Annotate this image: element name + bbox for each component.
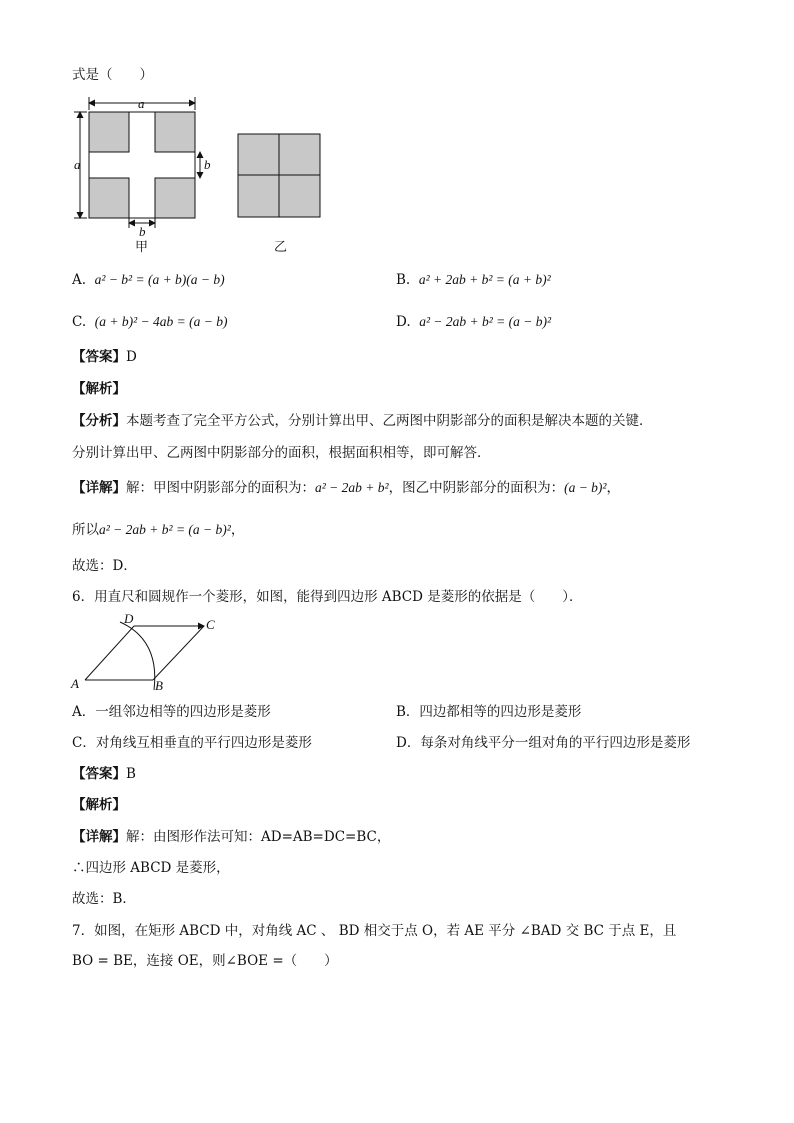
q5-analysis-tag: 【解析】: [72, 381, 126, 397]
label-D: D: [124, 611, 134, 626]
xiangjie-expr2: (a − b)²: [564, 480, 607, 495]
q6-guxuan: 故选：B．: [72, 891, 136, 907]
xiangjie-end: ，: [606, 480, 620, 496]
fenxi-tag: 【分析】: [72, 413, 126, 429]
xiangjie-tag: 【详解】: [72, 480, 126, 496]
q6-option-c: C．对角线互相垂直的平行四边形是菱形: [72, 735, 312, 751]
label-a-left: a: [74, 157, 81, 172]
label-b-right: b: [204, 157, 211, 172]
label-a-top: a: [138, 96, 145, 111]
xiangjie-expr1: a² − 2ab + b²: [315, 480, 389, 495]
q5-option-d-letter: D.: [396, 314, 411, 330]
q6-option-a: A．一组邻边相等的四边形是菱形: [72, 704, 271, 720]
q7-stem-1: 7．如图，在矩形 ABCD 中，对角线 AC 、 BD 相交于点 O，若 AE 平分 ∠BAD 交 BC 于点 E，且: [72, 923, 677, 939]
q5-option-a-expr: a² − b² = (a + b)(a − b): [94, 272, 225, 287]
q5-guxuan: 故选：D．: [72, 558, 137, 574]
q6-answer: [72, 765, 136, 783]
q6-option-d: D．每条对角线平分一组对角的平行四边形是菱形: [396, 735, 691, 751]
answer-value: D: [126, 349, 137, 365]
xiangjie-text: 解：甲图中阴影部分的面积为：: [126, 480, 315, 496]
answer-tag: 【答案】: [72, 349, 126, 365]
suoyi-expr: a² − 2ab + b² = (a − b)²: [99, 522, 231, 537]
q5-option-c-letter: C.: [72, 314, 87, 330]
caption-yi: 乙: [274, 240, 288, 255]
q6-line2: ∴四边形 ABCD 是菱形，: [72, 860, 230, 876]
q5-option-b-letter: B.: [396, 272, 411, 288]
q5-fenxi-2: 分别计算出甲、乙两图中阴影部分的面积，根据面积相等，即可解答．: [72, 445, 491, 461]
xiangjie-mid: ，图乙中阴影部分的面积为：: [388, 480, 565, 496]
q7-stem-2: BO = BE，连接 OE，则∠BOE =（ ）: [72, 953, 338, 969]
xiangjie-text: 解：由图形作法可知：AD=AB=DC=BC，: [126, 829, 391, 845]
q5-option-a-letter: A.: [72, 272, 87, 288]
fenxi-text: 本题考查了完全平方公式，分别计算出甲、乙两图中阴影部分的面积是解决本题的关键．: [126, 413, 653, 429]
q5-option-b-expr: a² + 2ab + b² = (a + b)²: [418, 272, 551, 287]
q6-xiangjie: [72, 828, 390, 846]
q6-analysis-tag: 【解析】: [72, 797, 126, 813]
q6-stem: 6．用直尺和圆规作一个菱形，如图，能得到四边形 ABCD 是菱形的依据是（ ）．: [72, 589, 583, 605]
answer-tag: 【答案】: [72, 766, 126, 782]
answer-value: B: [126, 766, 136, 782]
q6-option-b: B．四边都相等的四边形是菱形: [396, 704, 582, 720]
q5-option-d-expr: a² − 2ab + b² = (a − b)²: [419, 314, 552, 329]
label-B: B: [155, 678, 163, 693]
label-b-bottom: b: [139, 224, 146, 239]
label-A: A: [71, 676, 79, 691]
caption-jia: 甲: [135, 240, 149, 255]
q5-stem-tail: 式是（ ）: [72, 67, 153, 83]
label-C: C: [206, 617, 215, 632]
q5-option-c-expr: (a + b)² − 4ab = (a − b): [94, 314, 228, 329]
suoyi-text: 所以: [72, 522, 99, 538]
xiangjie-tag: 【详解】: [72, 829, 126, 845]
suoyi-end: ，: [230, 522, 245, 538]
